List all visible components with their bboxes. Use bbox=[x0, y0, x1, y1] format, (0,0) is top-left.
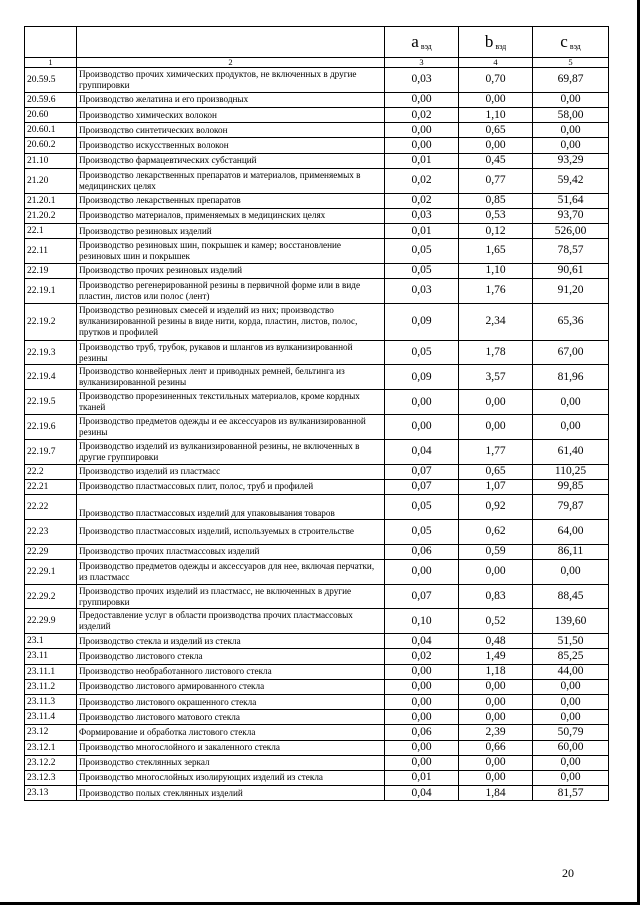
value-c: 81,96 bbox=[533, 365, 609, 390]
activity-code: 22.19.7 bbox=[25, 439, 77, 464]
activity-name: Производство многослойного и закаленного стекла bbox=[77, 740, 385, 755]
table-row bbox=[25, 107, 609, 122]
value-b: 3,57 bbox=[459, 365, 533, 390]
value-a: 0,02 bbox=[385, 193, 459, 208]
column-number: 3 bbox=[385, 58, 459, 68]
activity-name: Производство материалов, применяемых в медицинских целях bbox=[77, 208, 385, 223]
value-c: 44,00 bbox=[533, 664, 609, 679]
column-number-row bbox=[25, 58, 609, 68]
value-c: 91,20 bbox=[533, 279, 609, 304]
value-c: 65,36 bbox=[533, 303, 609, 340]
table-row bbox=[25, 123, 609, 138]
activity-code: 22.1 bbox=[25, 223, 77, 238]
activity-name: Производство желатина и его производных bbox=[77, 92, 385, 107]
value-b: 1,76 bbox=[459, 279, 533, 304]
table-row bbox=[25, 725, 609, 740]
activity-code: 21.20 bbox=[25, 168, 77, 193]
value-b: 0,66 bbox=[459, 740, 533, 755]
table-row bbox=[25, 365, 609, 390]
table-row bbox=[25, 519, 609, 544]
value-c: 69,87 bbox=[533, 68, 609, 93]
table-row bbox=[25, 193, 609, 208]
activity-code: 23.11.3 bbox=[25, 694, 77, 709]
table-row bbox=[25, 153, 609, 168]
value-a: 0,05 bbox=[385, 495, 459, 520]
activity-name: Производство полых стеклянных изделий bbox=[77, 786, 385, 801]
value-c: 85,25 bbox=[533, 649, 609, 664]
value-c: 0,00 bbox=[533, 679, 609, 694]
activity-name: Производство резиновых смесей и изделий из них; производство вулканизированной резины в виде нити, корда, пластин, листов, полос, прутков и профилей bbox=[77, 303, 385, 340]
activity-code: 21.20.1 bbox=[25, 193, 77, 208]
table-row bbox=[25, 208, 609, 223]
column-number: 5 bbox=[533, 58, 609, 68]
value-b: 2,34 bbox=[459, 303, 533, 340]
value-a: 0,03 bbox=[385, 208, 459, 223]
activity-code: 22.21 bbox=[25, 479, 77, 494]
activity-name: Производство стеклянных зеркал bbox=[77, 755, 385, 770]
value-a: 0,00 bbox=[385, 679, 459, 694]
value-a: 0,05 bbox=[385, 519, 459, 544]
value-a: 0,09 bbox=[385, 303, 459, 340]
value-a: 0,01 bbox=[385, 223, 459, 238]
value-a: 0,10 bbox=[385, 609, 459, 634]
value-b: 0,65 bbox=[459, 123, 533, 138]
column-number: 1 bbox=[25, 58, 77, 68]
value-a: 0,02 bbox=[385, 168, 459, 193]
value-c: 526,00 bbox=[533, 223, 609, 238]
activity-name: Производство лекарственных препаратов bbox=[77, 193, 385, 208]
activity-name: Производство труб, трубок, рукавов и шлангов из вулканизированной резины bbox=[77, 340, 385, 365]
value-c: 81,57 bbox=[533, 786, 609, 801]
value-c: 67,00 bbox=[533, 340, 609, 365]
activity-name: Производство листового окрашенного стекла bbox=[77, 694, 385, 709]
header-a-cell: a $_{вэд}$ bbox=[385, 27, 459, 58]
table-body bbox=[25, 68, 609, 801]
value-c: 0,00 bbox=[533, 415, 609, 440]
value-c: 110,25 bbox=[533, 464, 609, 479]
value-c: 93,70 bbox=[533, 208, 609, 223]
value-c: 59,42 bbox=[533, 168, 609, 193]
activity-name: Производство прочих резиновых изделий bbox=[77, 263, 385, 278]
table-row bbox=[25, 694, 609, 709]
value-b: 1,07 bbox=[459, 479, 533, 494]
activity-code: 23.13 bbox=[25, 786, 77, 801]
value-a: 0,00 bbox=[385, 740, 459, 755]
activity-name: Производство предметов одежды и аксессуаров для нее, включая перчатки, из пластмасс bbox=[77, 559, 385, 584]
value-b: 0,85 bbox=[459, 193, 533, 208]
table-row bbox=[25, 168, 609, 193]
value-b: 0,92 bbox=[459, 495, 533, 520]
activity-code: 23.11.2 bbox=[25, 679, 77, 694]
activity-code: 22.29.2 bbox=[25, 584, 77, 609]
activity-code: 22.19.3 bbox=[25, 340, 77, 365]
value-c: 78,57 bbox=[533, 239, 609, 264]
activity-name: Производство искусственных волокон bbox=[77, 138, 385, 153]
value-b: 0,00 bbox=[459, 390, 533, 415]
value-a: 0,02 bbox=[385, 107, 459, 122]
value-c: 0,00 bbox=[533, 770, 609, 785]
value-a: 0,00 bbox=[385, 694, 459, 709]
column-number: 4 bbox=[459, 58, 533, 68]
activity-code: 20.60 bbox=[25, 107, 77, 122]
value-c: 90,61 bbox=[533, 263, 609, 278]
table-row bbox=[25, 786, 609, 801]
value-a: 0,07 bbox=[385, 479, 459, 494]
value-a: 0,00 bbox=[385, 415, 459, 440]
activity-name: Производство прочих пластмассовых изделий bbox=[77, 544, 385, 559]
table-row bbox=[25, 495, 609, 520]
table-row bbox=[25, 740, 609, 755]
value-a: 0,01 bbox=[385, 153, 459, 168]
value-b: 0,00 bbox=[459, 138, 533, 153]
table-row bbox=[25, 263, 609, 278]
value-a: 0,07 bbox=[385, 464, 459, 479]
activity-name: Производство конвейерных лент и приводных ремней, бельтинга из вулканизированной резины bbox=[77, 365, 385, 390]
activity-name: Производство лекарственных препаратов и материалов, применяемых в медицинских целях bbox=[77, 168, 385, 193]
activity-code: 20.60.1 bbox=[25, 123, 77, 138]
activity-name: Производство резиновых изделий bbox=[77, 223, 385, 238]
value-b: 0,59 bbox=[459, 544, 533, 559]
table-row bbox=[25, 770, 609, 785]
value-a: 0,04 bbox=[385, 439, 459, 464]
value-a: 0,00 bbox=[385, 123, 459, 138]
value-a: 0,00 bbox=[385, 664, 459, 679]
value-c: 93,29 bbox=[533, 153, 609, 168]
table-row bbox=[25, 710, 609, 725]
activity-code: 23.11.1 bbox=[25, 664, 77, 679]
value-b: 0,12 bbox=[459, 223, 533, 238]
value-c: 139,60 bbox=[533, 609, 609, 634]
value-c: 0,00 bbox=[533, 755, 609, 770]
activity-name: Производство изделий из вулканизированной резины, не включенных в другие группировки bbox=[77, 439, 385, 464]
activity-code: 23.12.1 bbox=[25, 740, 77, 755]
value-b: 1,77 bbox=[459, 439, 533, 464]
value-c: 51,64 bbox=[533, 193, 609, 208]
value-a: 0,07 bbox=[385, 584, 459, 609]
value-a: 0,04 bbox=[385, 634, 459, 649]
coefficients-table bbox=[24, 26, 609, 801]
table-row bbox=[25, 92, 609, 107]
value-c: 0,00 bbox=[533, 138, 609, 153]
value-b: 0,70 bbox=[459, 68, 533, 93]
value-b: 0,00 bbox=[459, 559, 533, 584]
activity-code: 22.19.6 bbox=[25, 415, 77, 440]
activity-code: 22.29.9 bbox=[25, 609, 77, 634]
table-row bbox=[25, 390, 609, 415]
table-row bbox=[25, 584, 609, 609]
header-b-cell: b $_{вэд}$ bbox=[459, 27, 533, 58]
value-b: 0,00 bbox=[459, 710, 533, 725]
header-row bbox=[25, 27, 609, 58]
activity-name: Производство пластмассовых изделий, используемых в строительстве bbox=[77, 519, 385, 544]
activity-code: 23.12.3 bbox=[25, 770, 77, 785]
value-c: 88,45 bbox=[533, 584, 609, 609]
activity-code: 22.19.4 bbox=[25, 365, 77, 390]
activity-name: Предоставление услуг в области производства прочих пластмассовых изделий bbox=[77, 609, 385, 634]
value-b: 0,48 bbox=[459, 634, 533, 649]
value-b: 1,65 bbox=[459, 239, 533, 264]
value-c: 0,00 bbox=[533, 390, 609, 415]
activity-code: 21.20.2 bbox=[25, 208, 77, 223]
value-a: 0,06 bbox=[385, 725, 459, 740]
value-a: 0,06 bbox=[385, 544, 459, 559]
column-number: 2 bbox=[77, 58, 385, 68]
value-b: 1,18 bbox=[459, 664, 533, 679]
value-b: 0,83 bbox=[459, 584, 533, 609]
activity-code: 23.11.4 bbox=[25, 710, 77, 725]
header-c-cell: c $_{вэд}$ bbox=[533, 27, 609, 58]
value-c: 50,79 bbox=[533, 725, 609, 740]
table-row bbox=[25, 439, 609, 464]
table-row bbox=[25, 679, 609, 694]
value-c: 61,40 bbox=[533, 439, 609, 464]
value-a: 0,02 bbox=[385, 649, 459, 664]
value-b: 0,62 bbox=[459, 519, 533, 544]
activity-code: 20.60.2 bbox=[25, 138, 77, 153]
table-row bbox=[25, 279, 609, 304]
activity-name: Производство листового стекла bbox=[77, 649, 385, 664]
header-code-cell bbox=[25, 27, 77, 58]
value-a: 0,00 bbox=[385, 138, 459, 153]
activity-code: 22.19 bbox=[25, 263, 77, 278]
table-row bbox=[25, 303, 609, 340]
value-a: 0,04 bbox=[385, 786, 459, 801]
activity-name: Производство синтетических волокон bbox=[77, 123, 385, 138]
activity-name: Производство резиновых шин, покрышек и камер; восстановление резиновых шин и покрышек bbox=[77, 239, 385, 264]
value-a: 0,09 bbox=[385, 365, 459, 390]
value-c: 0,00 bbox=[533, 123, 609, 138]
activity-code: 23.1 bbox=[25, 634, 77, 649]
value-a: 0,00 bbox=[385, 390, 459, 415]
activity-name: Производство прочих химических продуктов, не включенных в другие группировки bbox=[77, 68, 385, 93]
activity-name: Формирование и обработка листового стекла bbox=[77, 725, 385, 740]
activity-code: 22.23 bbox=[25, 519, 77, 544]
table-row bbox=[25, 415, 609, 440]
activity-code: 22.2 bbox=[25, 464, 77, 479]
value-b: 0,65 bbox=[459, 464, 533, 479]
table-row bbox=[25, 664, 609, 679]
value-a: 0,00 bbox=[385, 559, 459, 584]
table-row bbox=[25, 138, 609, 153]
table-row bbox=[25, 464, 609, 479]
activity-name: Производство изделий из пластмасс bbox=[77, 464, 385, 479]
activity-code: 22.19.5 bbox=[25, 390, 77, 415]
value-b: 1,49 bbox=[459, 649, 533, 664]
activity-code: 21.10 bbox=[25, 153, 77, 168]
value-b: 0,52 bbox=[459, 609, 533, 634]
value-b: 0,77 bbox=[459, 168, 533, 193]
page-number: 20 bbox=[562, 866, 574, 880]
header-name-cell bbox=[77, 27, 385, 58]
activity-name: Производство прочих изделий из пластмасс, не включенных в другие группировки bbox=[77, 584, 385, 609]
value-b: 2,39 bbox=[459, 725, 533, 740]
value-b: 0,00 bbox=[459, 415, 533, 440]
activity-name: Производство необработанного листового стекла bbox=[77, 664, 385, 679]
table-row bbox=[25, 544, 609, 559]
value-c: 0,00 bbox=[533, 92, 609, 107]
value-b: 1,10 bbox=[459, 107, 533, 122]
activity-code: 22.11 bbox=[25, 239, 77, 264]
value-b: 1,78 bbox=[459, 340, 533, 365]
table-row bbox=[25, 223, 609, 238]
value-a: 0,05 bbox=[385, 263, 459, 278]
value-b: 0,45 bbox=[459, 153, 533, 168]
value-b: 0,00 bbox=[459, 694, 533, 709]
table-row bbox=[25, 634, 609, 649]
activity-code: 22.19.2 bbox=[25, 303, 77, 340]
value-c: 58,00 bbox=[533, 107, 609, 122]
table-row bbox=[25, 755, 609, 770]
value-b: 0,00 bbox=[459, 755, 533, 770]
value-b: 1,10 bbox=[459, 263, 533, 278]
value-c: 0,00 bbox=[533, 710, 609, 725]
activity-code: 20.59.5 bbox=[25, 68, 77, 93]
value-c: 51,50 bbox=[533, 634, 609, 649]
value-b: 1,84 bbox=[459, 786, 533, 801]
value-b: 0,00 bbox=[459, 92, 533, 107]
activity-name: Производство листового армированного стекла bbox=[77, 679, 385, 694]
value-b: 0,00 bbox=[459, 679, 533, 694]
value-b: 0,53 bbox=[459, 208, 533, 223]
value-c: 0,00 bbox=[533, 694, 609, 709]
value-a: 0,00 bbox=[385, 710, 459, 725]
table-row bbox=[25, 649, 609, 664]
activity-code: 20.59.6 bbox=[25, 92, 77, 107]
value-a: 0,05 bbox=[385, 239, 459, 264]
activity-name: Производство регенерированной резины в первичной форме или в виде пластин, листов или полос (лент) bbox=[77, 279, 385, 304]
table-row bbox=[25, 479, 609, 494]
value-c: 86,11 bbox=[533, 544, 609, 559]
value-c: 0,00 bbox=[533, 559, 609, 584]
value-a: 0,00 bbox=[385, 755, 459, 770]
value-a: 0,00 bbox=[385, 92, 459, 107]
value-c: 99,85 bbox=[533, 479, 609, 494]
activity-code: 22.19.1 bbox=[25, 279, 77, 304]
value-a: 0,05 bbox=[385, 340, 459, 365]
value-a: 0,03 bbox=[385, 279, 459, 304]
table-row bbox=[25, 340, 609, 365]
activity-name: Производство стекла и изделий из стекла bbox=[77, 634, 385, 649]
table-row bbox=[25, 559, 609, 584]
value-a: 0,01 bbox=[385, 770, 459, 785]
activity-code: 23.11 bbox=[25, 649, 77, 664]
activity-name: Производство предметов одежды и ее аксессуаров из вулканизированной резины bbox=[77, 415, 385, 440]
value-c: 79,87 bbox=[533, 495, 609, 520]
activity-name: Производство многослойных изолирующих изделий из стекла bbox=[77, 770, 385, 785]
activity-name: Производство пластмассовых плит, полос, труб и профилей bbox=[77, 479, 385, 494]
activity-name: Производство листового матового стекла bbox=[77, 710, 385, 725]
value-c: 64,00 bbox=[533, 519, 609, 544]
activity-name: Производство прорезиненных текстильных материалов, кроме кордных тканей bbox=[77, 390, 385, 415]
activity-code: 22.29 bbox=[25, 544, 77, 559]
table-row bbox=[25, 68, 609, 93]
table-row bbox=[25, 239, 609, 264]
activity-name: Производство фармацевтических субстанций bbox=[77, 153, 385, 168]
activity-code: 22.22 bbox=[25, 495, 77, 520]
activity-name: Производство химических волокон bbox=[77, 107, 385, 122]
table-row bbox=[25, 609, 609, 634]
activity-code: 23.12 bbox=[25, 725, 77, 740]
value-c: 60,00 bbox=[533, 740, 609, 755]
value-a: 0,03 bbox=[385, 68, 459, 93]
value-b: 0,00 bbox=[459, 770, 533, 785]
activity-code: 23.12.2 bbox=[25, 755, 77, 770]
activity-code: 22.29.1 bbox=[25, 559, 77, 584]
activity-name: Производство пластмассовых изделий для упаковывания товаров bbox=[77, 495, 385, 520]
